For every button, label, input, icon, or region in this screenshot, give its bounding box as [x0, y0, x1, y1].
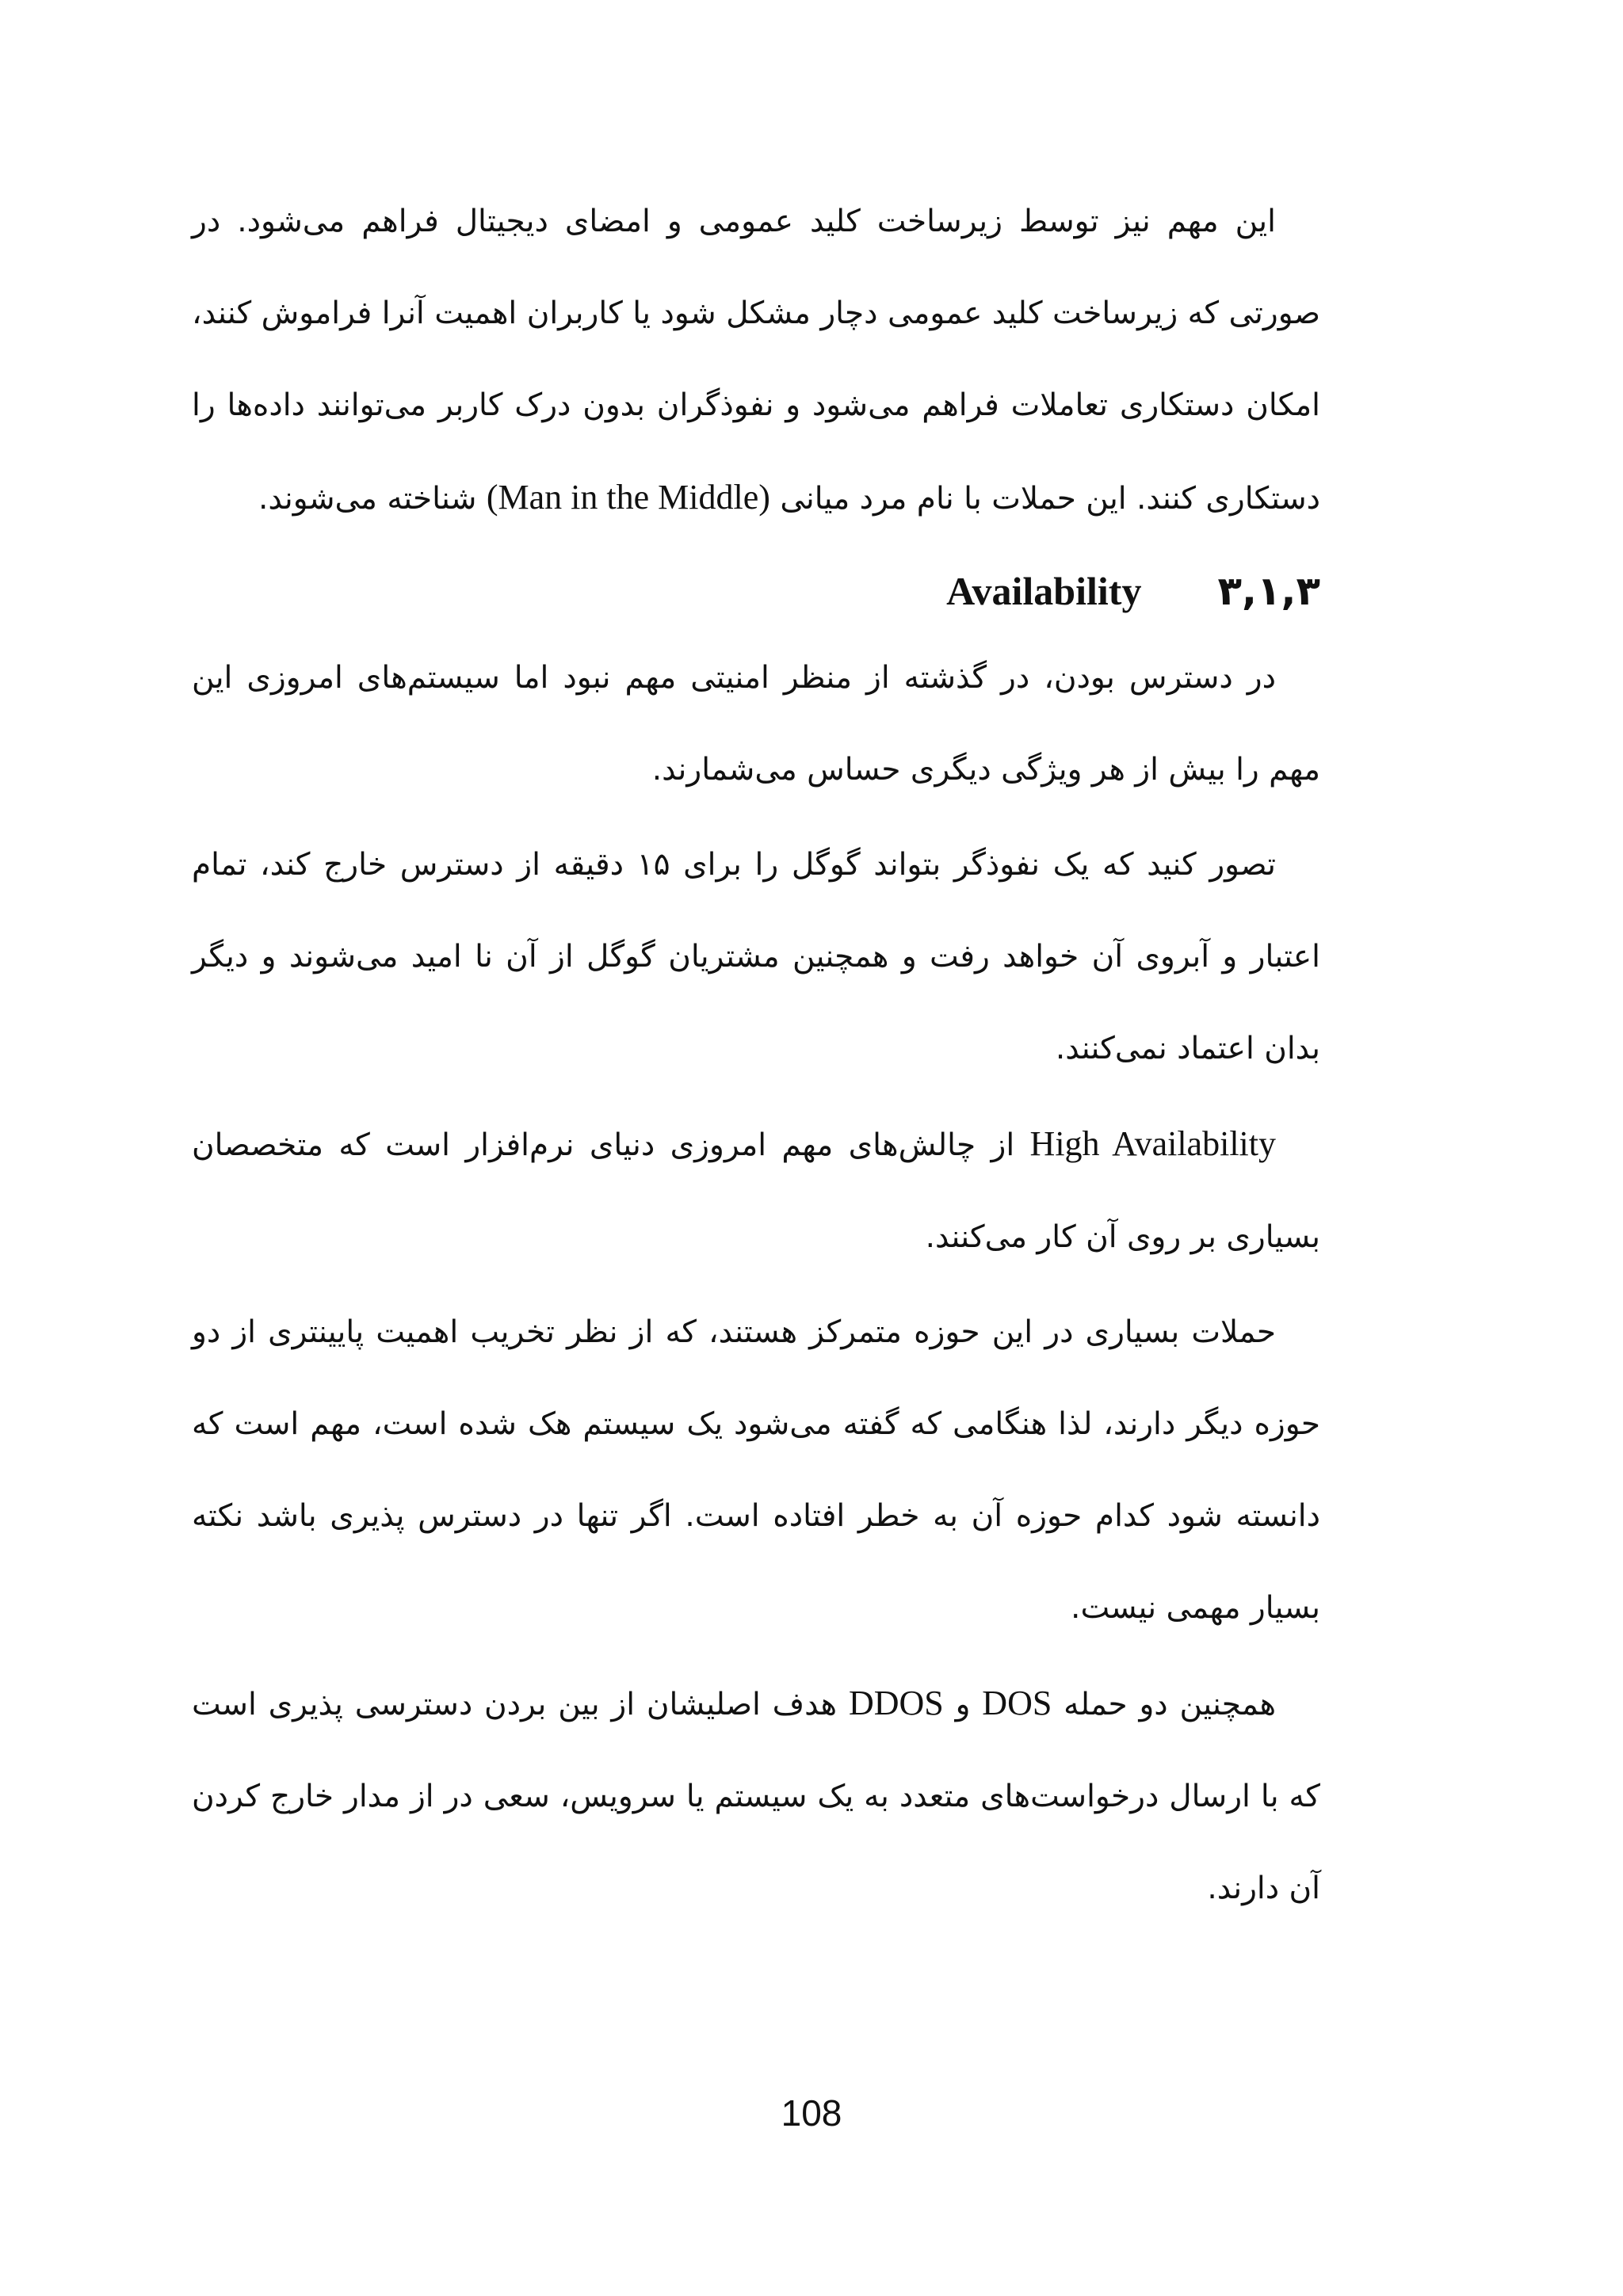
- paragraph-availability-definition: [192, 632, 1320, 816]
- page-number: 108: [781, 2092, 842, 2134]
- mitm-term: (Man in the Middle): [486, 478, 770, 517]
- paragraph-prefix: همچنین دو حمله: [1064, 1687, 1277, 1722]
- paragraph-text: در دسترس بودن، در گذشته از منظر امنیتی مهم نبود اما سیستم‌های امروزی این مهم را بیش از هر ویژگی دیگری حساس می‌شمارند.: [192, 660, 1320, 788]
- high-availability-term: High Availability: [1029, 1124, 1276, 1163]
- paragraph-high-availability: [192, 1098, 1320, 1283]
- intro-paragraph-text: این مهم نیز توسط زیرساخت کلید عمومی و امضای دیجیتال فراهم می‌شود. در صورتی که زیرساخت کلید عمومی دچار مشکل شود یا کاربران اهمیت آنرا فراموش کنند، امکان دستکاری تعاملات فراهم می‌شود و نفوذگران بدون درک کاربر می‌توانند داده‌ها را دستکاری کنند. این حملات با نام مرد میانی: [192, 204, 1320, 517]
- section-heading: [192, 550, 1320, 632]
- paragraph-text: حملات بسیاری در این حوزه متمرکز هستند، که از نظر تخریب اهمیت پایینتری از دو حوزه دیگر دارند، لذا هنگامی که گفته می‌شود یک سیستم هک شده است، مهم است که دانسته شود کدام حوزه آن به خطر افتاده است. اگر تنها در دسترس پذیری باشد نکته بسیار مهمی نیست.: [192, 1314, 1320, 1626]
- intro-paragraph: [192, 176, 1320, 545]
- paragraph-text: هدف اصلیشان از بین بردن دسترسی پذیری است که با ارسال درخواست‌های متعدد به یک سیستم یا سرویس، سعی در از مدار خارج کردن آن دارند.: [192, 1687, 1320, 1906]
- paragraph-attack-focus: [192, 1287, 1320, 1654]
- intro-paragraph-tail: شناخته می‌شوند.: [258, 481, 477, 517]
- section-number: ۳,۱,۳: [1217, 568, 1320, 614]
- paragraph-joiner: و: [955, 1687, 971, 1722]
- section-title: Availability: [946, 569, 1142, 613]
- paragraph-text: از چالش‌های مهم امروزی دنیای نرم‌افزار است که متخصصان بسیاری بر روی آن کار می‌کنند.: [192, 1127, 1320, 1255]
- body-text: [192, 176, 1320, 1935]
- paragraph-text: تصور کنید که یک نفوذگر بتواند گوگل را برای ۱۵ دقیقه از دسترس خارج کند، تمام اعتبار و آبروی آن خواهد رفت و همچنین مشتریان گوگل از آن نا امید می‌شوند و دیگر بدان اعتماد نمی‌کنند.: [192, 847, 1320, 1066]
- paragraph-google-example: [192, 819, 1320, 1095]
- paragraph-dos-ddos: [192, 1657, 1320, 1935]
- dos-term: DOS: [982, 1684, 1052, 1722]
- ddos-term: DDOS: [848, 1684, 944, 1722]
